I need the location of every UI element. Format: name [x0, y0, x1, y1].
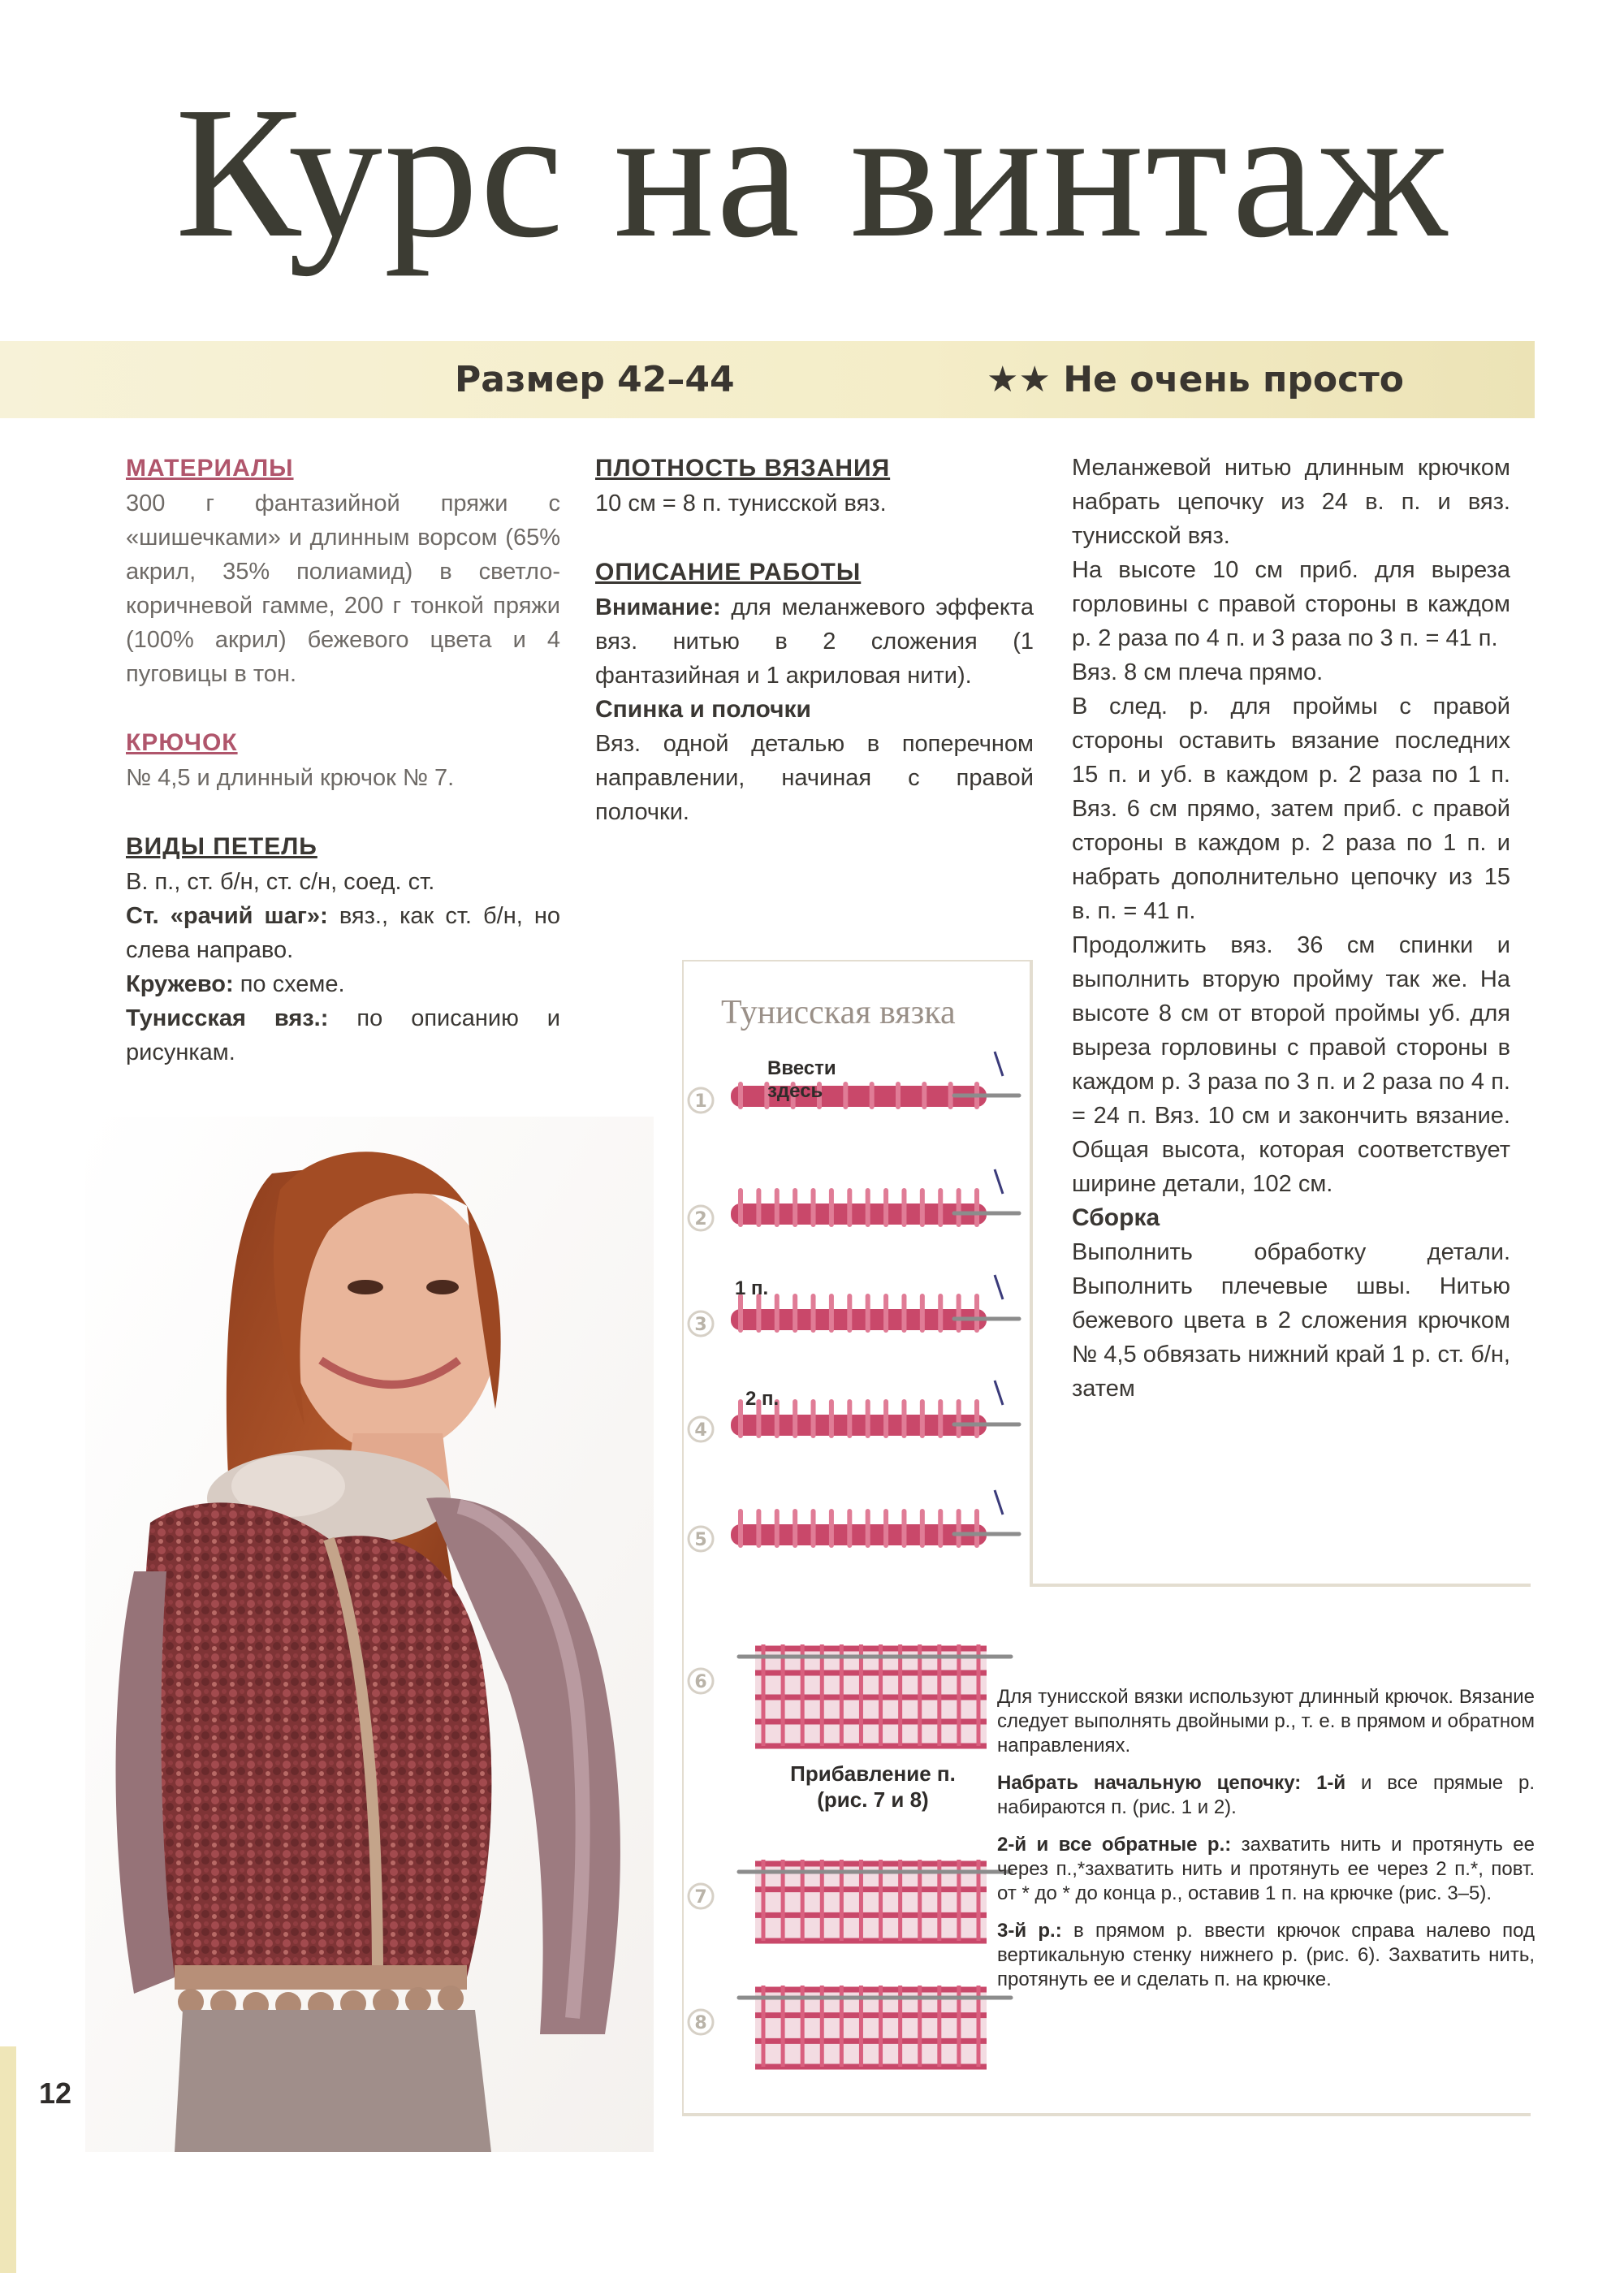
fabric-band	[731, 1203, 987, 1225]
instruction-p1: Меланжевой нитью длинным крючком набрать цепочку из 24 в. п. и вяз. тунисской вяз.	[1072, 455, 1510, 549]
two-stitch-label: 2 п.	[745, 1388, 780, 1410]
fabric-band	[731, 1309, 987, 1330]
attention-label: Внимание:	[595, 594, 721, 620]
instruction-p4: В след. р. для проймы с правой стороны оставить вязание последних 15 п. и уб. в каждом р. 2 раза по 1 п. Вяз. 6 см прямо, затем приб. с правой стороны в каждом р. 2 раза по 1 п. и набрать дополнительно цепочку из 15 в. п. = 41 п.	[1072, 694, 1510, 924]
fabric-panel	[755, 1864, 987, 1941]
note-2: 2-й и все обратные р.: захватить нить и протянуть ее через п.,*захватить нить и протянуть ее через 2 п.*, повт. от * до * до конца р., оставив 1 п. на крючке (рис. 3–5).	[997, 1834, 1535, 1904]
difficulty-label: ★★ Не очень просто	[987, 359, 1404, 400]
arrow	[995, 1381, 1003, 1405]
gauge-heading: ПЛОТНОСТЬ ВЯЗАНИЯ	[595, 455, 891, 482]
materials-heading: МАТЕРИАЛЫ	[126, 455, 294, 482]
diagram-title: Тунисская вязка	[721, 994, 956, 1031]
column-gauge-description	[595, 451, 1034, 829]
instruction-p5: Продолжить вяз. 36 см спинки и выполнить вторую пройму так же. На высоте 8 см от второй проймы уб. для выреза горловины с правой стороны в каждом р. 3 раза по 3 п. и 2 раза по 4 п. = 24 п. Вяз. 10 см и закончить вязание. Общая высота, которая соответствует ширине детали, 102 см.	[1072, 932, 1510, 1197]
instruction-p6: Выполнить обработку детали. Выполнить плечевые швы. Нитью бежевого цвета в 2 сложения крючком № 4,5 обвязать нижний край 1 р. ст. б/н, затем	[1072, 1239, 1510, 1402]
attention-text: Внимание: для меланжевого эффекта вяз. нитью в 2 сложения (1 фантазийная и 1 акриловая нити).	[595, 594, 1034, 689]
note-1: Набрать начальную цепочку: 1-й и все прямые р. набираются п. (рис. 1 и 2).	[997, 1772, 1535, 1818]
increase-label: Прибавление п. (рис. 7 и 8)	[790, 1761, 956, 1812]
page-number: 12	[39, 2076, 72, 2110]
back-text: Вяз. одной деталью в поперечном направлении, начиная с правой полочки.	[595, 731, 1034, 825]
stitches-crab	[126, 899, 560, 967]
page-title: Курс на винтаж	[175, 68, 1449, 277]
description-heading: ОПИСАНИЕ РАБОТЫ	[595, 559, 862, 586]
stitches-lace	[126, 967, 560, 1001]
instruction-p3: Вяз. 8 см плеча прямо.	[1072, 659, 1324, 685]
step-number: 2	[694, 1209, 707, 1229]
one-stitch-label: 1 п.	[735, 1277, 769, 1299]
diagram-notes	[997, 1685, 1535, 2005]
lace-label: Кружево:	[126, 971, 234, 997]
note-3: 3-й р.: в прямом р. ввести крючок справа налево под вертикальную стенку нижнего р. (рис. 6). Захватить нить, протянуть ее и сделать п. на крючке.	[997, 1920, 1535, 1990]
note-intro: Для тунисской вязки используют длинный крючок. Вязание следует выполнять двойными р., т. е. в прямом и обратном направлениях.	[997, 1686, 1535, 1757]
assembly-heading: Сборка	[1072, 1204, 1160, 1231]
step-number: 3	[694, 1315, 707, 1335]
arrow	[995, 1275, 1003, 1299]
step-number: 8	[694, 2013, 707, 2033]
insert-here-label: Ввести здесь	[767, 1057, 836, 1102]
step-number: 7	[694, 1887, 707, 1908]
stitches-heading: ВИДЫ ПЕТЕЛЬ	[126, 833, 317, 860]
fabric-band	[731, 1415, 987, 1436]
column-materials	[126, 451, 560, 1070]
step-number: 1	[694, 1091, 707, 1112]
stitches-tunis	[126, 1001, 560, 1070]
hook-text: № 4,5 и длинный крючок № 7.	[126, 765, 455, 791]
step-number: 5	[694, 1530, 707, 1550]
page-edge-strip	[0, 2046, 16, 2273]
arrow	[995, 1169, 1003, 1194]
back-heading: Спинка и полочки	[595, 696, 811, 723]
tunis-label: Тунисская вяз.:	[126, 1005, 329, 1031]
arrow	[995, 1490, 1003, 1515]
crab-text: вяз., как ст. б/н, но слева направо.	[126, 903, 560, 963]
gauge-text: 10 см = 8 п. тунисской вяз.	[595, 490, 887, 516]
lace-text: по схеме.	[233, 971, 345, 997]
crab-label: Ст. «рачий шаг»:	[126, 903, 328, 929]
size-label: Размер 42–44	[455, 359, 735, 400]
fabric-band	[731, 1524, 987, 1545]
tunis-text: по описанию и рисункам.	[126, 1005, 560, 1065]
fabric-panel	[755, 1990, 987, 2067]
stitches-line1: В. п., ст. б/н, ст. с/н, соед. ст.	[126, 869, 435, 895]
step-number: 4	[694, 1420, 707, 1441]
materials-text: 300 г фантазийной пряжи с «шишечками» и длинным ворсом (65% акрил, 35% полиамид) в светло-коричневой гамме, 200 г тонкой пряжи (100% акрил) бежевого цвета и 4 пуговицы в тон.	[126, 490, 560, 687]
model-photo	[85, 1117, 654, 2152]
instruction-p2: На высоте 10 см приб. для выреза горловины с правой стороны в каждом р. 2 раза по 4 п. и 3 раза по 3 п. = 41 п.	[1072, 557, 1510, 651]
step-number: 6	[694, 1672, 707, 1692]
tunisian-steps-illustration	[686, 1048, 1027, 2120]
arrow	[995, 1052, 1003, 1076]
hook-heading: КРЮЧОК	[126, 729, 238, 756]
